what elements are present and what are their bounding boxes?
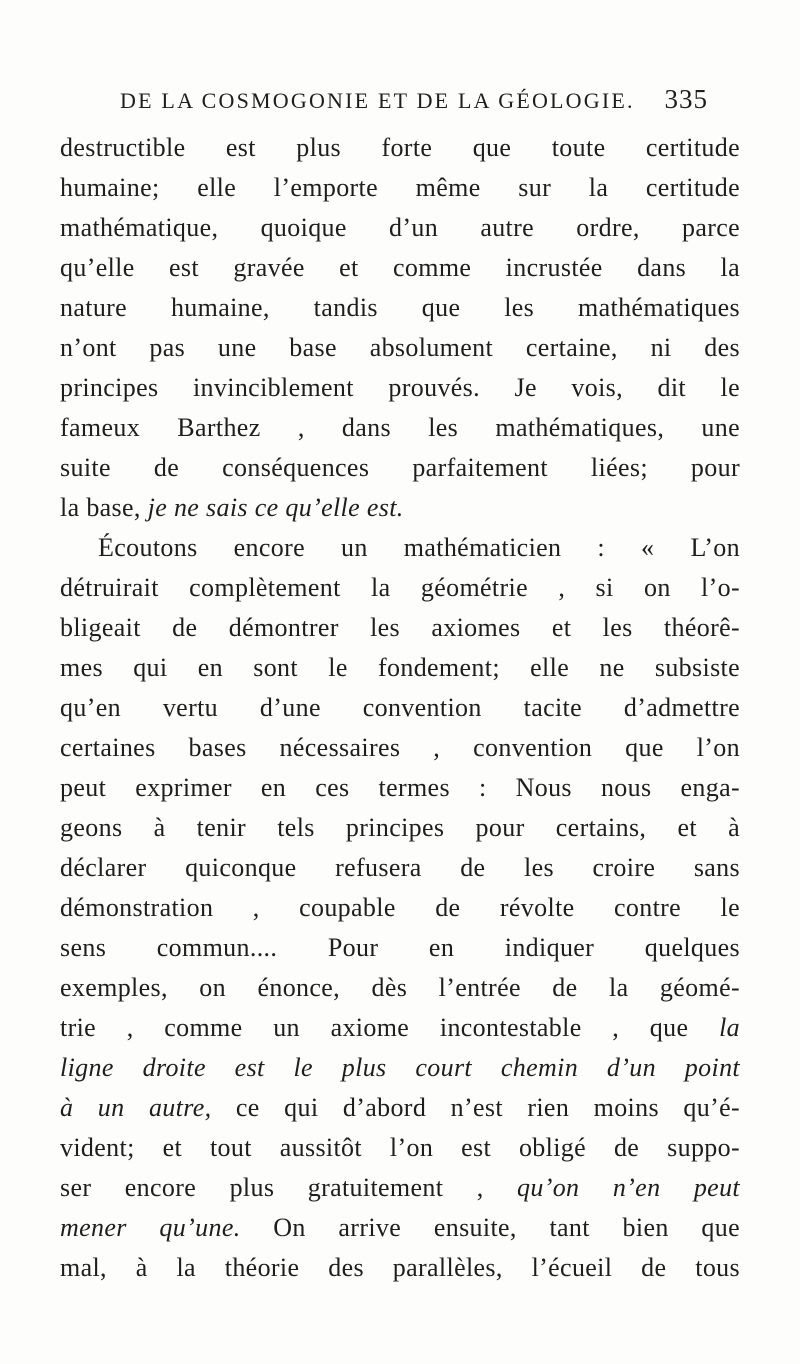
running-head — [120, 80, 708, 120]
page-number: 335 — [664, 84, 708, 114]
text-line — [60, 328, 740, 368]
text-segment: ser encore plus gratuitement , — [60, 1173, 517, 1202]
text-line — [60, 968, 740, 1008]
text-line — [60, 1248, 740, 1288]
text-line — [60, 288, 740, 328]
text-line — [60, 1048, 740, 1088]
text-line — [60, 368, 740, 408]
text-line — [60, 1008, 740, 1048]
italic-text-segment: la — [719, 1013, 740, 1042]
text-line — [60, 1088, 740, 1128]
text-line — [60, 688, 740, 728]
text-segment: fameux Barthez , dans les mathématiques, une — [60, 413, 740, 442]
text-segment: certaines bases nécessaires , convention que l’on — [60, 733, 740, 762]
text-line — [60, 888, 740, 928]
body-text — [60, 128, 740, 1288]
text-segment: suite de conséquences parfaitement liées; pour — [60, 453, 740, 482]
text-segment: On arrive ensuite, tant bien que — [240, 1213, 740, 1242]
text-line — [60, 608, 740, 648]
text-segment: mal, à la théorie des parallèles, l’écueil de tous — [60, 1253, 740, 1282]
italic-text-segment: mener qu’une. — [60, 1213, 241, 1242]
text-segment: humaine; elle l’emporte même sur la certitude — [60, 173, 740, 202]
text-line — [60, 728, 740, 768]
text-line — [60, 768, 740, 808]
text-segment: démonstration , coupable de révolte contre le — [60, 893, 740, 922]
text-segment: ce qui d’abord n’est rien moins qu’é- — [211, 1093, 740, 1122]
text-segment: n’ont pas une base absolument certaine, ni des — [60, 333, 740, 362]
text-line — [60, 248, 740, 288]
text-line — [60, 128, 740, 168]
text-line — [60, 448, 740, 488]
italic-text-segment: je ne sais ce qu’elle est. — [147, 493, 404, 522]
text-segment: qu’elle est gravée et comme incrustée dans la — [60, 253, 740, 282]
text-segment: exemples, on énonce, dès l’entrée de la géomé- — [60, 973, 740, 1002]
text-line — [60, 808, 740, 848]
text-line — [60, 928, 740, 968]
text-segment: bligeait de démontrer les axiomes et les théorê- — [60, 613, 740, 642]
text-line — [60, 408, 740, 448]
text-segment: Écoutons encore un mathématicien : « L’on — [98, 533, 740, 562]
text-line — [60, 208, 740, 248]
text-line — [60, 168, 740, 208]
text-segment: geons à tenir tels principes pour certains, et à — [60, 813, 740, 842]
text-line — [60, 528, 740, 568]
text-line — [60, 1168, 740, 1208]
text-segment: détruirait complètement la géométrie , si on l’o- — [60, 573, 740, 602]
text-segment: nature humaine, tandis que les mathématiques — [60, 293, 740, 322]
text-segment: principes invinciblement prouvés. Je vois, dit le — [60, 373, 740, 402]
text-line — [60, 1208, 740, 1248]
italic-text-segment: à un autre, — [60, 1093, 212, 1122]
italic-text-segment: ligne droite est le plus court chemin d’un point — [60, 1053, 740, 1082]
text-segment: mathématique, quoique d’un autre ordre, parce — [60, 213, 740, 242]
italic-text-segment: qu’on n’en peut — [517, 1173, 740, 1202]
text-line — [60, 648, 740, 688]
text-line — [60, 848, 740, 888]
text-segment: déclarer quiconque refusera de les croire sans — [60, 853, 740, 882]
text-line — [60, 568, 740, 608]
text-line — [60, 1128, 740, 1168]
text-line — [60, 488, 740, 528]
running-title: DE LA COSMOGONIE ET DE LA GÉOLOGIE. — [120, 88, 635, 113]
text-segment: la base, — [60, 493, 148, 522]
text-segment: trie , comme un axiome incontestable , que — [60, 1013, 720, 1042]
text-segment: peut exprimer en ces termes : Nous nous enga- — [60, 773, 740, 802]
text-segment: qu’en vertu d’une convention tacite d’admettre — [60, 693, 740, 722]
text-segment: mes qui en sont le fondement; elle ne subsiste — [60, 653, 740, 682]
text-segment: vident; et tout aussitôt l’on est obligé de suppo- — [60, 1133, 740, 1162]
text-segment: destructible est plus forte que toute certitude — [60, 133, 740, 162]
text-segment: sens commun.... Pour en indiquer quelques — [60, 933, 740, 962]
